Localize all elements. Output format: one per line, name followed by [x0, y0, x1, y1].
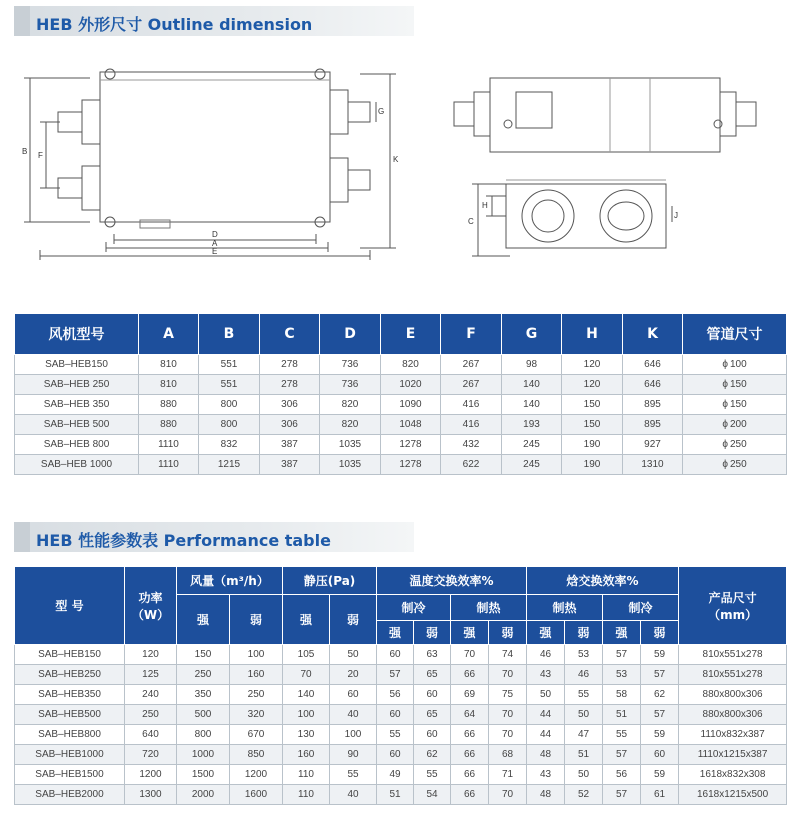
performance-table-cell: 59	[641, 645, 679, 665]
header-product-size	[679, 567, 787, 645]
performance-table-cell: 350	[177, 685, 230, 705]
dimension-table-cell: SAB–HEB 800	[15, 435, 139, 455]
performance-table-cell: 70	[489, 665, 527, 685]
performance-table-cell: 74	[489, 645, 527, 665]
performance-table-cell: SAB–HEB800	[15, 725, 125, 745]
header-g: G	[502, 314, 562, 355]
performance-table-cell: 110	[283, 785, 330, 805]
performance-table-cell: SAB–HEB250	[15, 665, 125, 685]
dimension-table-cell: 646	[623, 375, 683, 395]
dimension-table-cell	[683, 395, 787, 415]
header-model: 风机型号	[15, 314, 139, 355]
performance-table-cell: 105	[283, 645, 330, 665]
performance-table-cell: 57	[641, 665, 679, 685]
dimension-table-cell: 832	[199, 435, 260, 455]
dimension-table-cell: SAB–HEB 350	[15, 395, 139, 415]
performance-table-cell: 1200	[230, 765, 283, 785]
performance-table-cell: 51	[603, 705, 641, 725]
header-power-label: 功率	[138, 590, 163, 605]
header-enthalpy-efficiency: 焓交换效率%	[527, 567, 679, 595]
header-temp-cooling: 制冷	[377, 595, 451, 621]
performance-table-cell: 40	[330, 705, 377, 725]
performance-table-cell: 100	[330, 725, 377, 745]
dimension-table-cell: 1035	[320, 455, 381, 475]
performance-table-cell: SAB–HEB500	[15, 705, 125, 725]
dimension-table-row	[15, 395, 787, 415]
performance-table-cell: 66	[451, 725, 489, 745]
performance-table-cell: 43	[527, 665, 565, 685]
label-g: G	[378, 107, 385, 116]
performance-table-cell: 66	[451, 665, 489, 685]
header-d: D	[320, 314, 381, 355]
header-model: 型 号	[15, 567, 125, 645]
performance-table-row	[15, 665, 787, 685]
header-airflow-weak: 弱	[230, 595, 283, 645]
performance-table-cell: 720	[125, 745, 177, 765]
performance-table-cell: 640	[125, 725, 177, 745]
dimension-table-cell: 1310	[623, 455, 683, 475]
dimension-table-cell: 646	[623, 355, 683, 375]
performance-table-cell: 1200	[125, 765, 177, 785]
duct-size-value: 150	[729, 379, 747, 390]
performance-header	[14, 522, 414, 552]
performance-table-cell: 1300	[125, 785, 177, 805]
performance-table-cell: SAB–HEB350	[15, 685, 125, 705]
performance-table-cell: 68	[489, 745, 527, 765]
header-temp-efficiency: 温度交换效率%	[377, 567, 527, 595]
dimension-table-cell	[683, 375, 787, 395]
dimension-table-cell: 190	[562, 435, 623, 455]
performance-table-cell: 43	[527, 765, 565, 785]
duct-size-value: 100	[729, 359, 747, 370]
performance-table-cell: 55	[377, 725, 414, 745]
performance-title: HEB 性能参数表 Performance table	[36, 531, 331, 550]
performance-table-cell: 120	[125, 645, 177, 665]
header-h: H	[562, 314, 623, 355]
dimension-table-header	[15, 314, 787, 355]
performance-table-cell: 50	[565, 765, 603, 785]
dimension-table-cell: 98	[502, 355, 562, 375]
header-size-label: 产品尺寸	[708, 590, 757, 605]
performance-table-row	[15, 785, 787, 805]
performance-table-cell: 50	[330, 645, 377, 665]
performance-table-cell: 57	[377, 665, 414, 685]
performance-table-row	[15, 685, 787, 705]
dimension-table-cell: 278	[260, 355, 320, 375]
unit-body	[100, 72, 330, 222]
dimension-table-cell: 810	[139, 355, 199, 375]
header-size-unit: （mm）	[708, 607, 758, 622]
performance-table-cell: 59	[641, 765, 679, 785]
front-view-drawing	[20, 62, 410, 268]
header-enth-cooling: 制冷	[603, 595, 679, 621]
label-j: J	[674, 211, 678, 220]
performance-table-cell: 53	[565, 645, 603, 665]
performance-table-cell: 46	[565, 665, 603, 685]
dimension-table-cell: 416	[441, 415, 502, 435]
label-a: A	[212, 239, 218, 248]
dimension-table-cell: 190	[562, 455, 623, 475]
phi-symbol: ϕ	[722, 379, 728, 390]
performance-table-cell: 63	[414, 645, 451, 665]
performance-table-cell: 57	[603, 645, 641, 665]
header-power	[125, 567, 177, 645]
dimension-table-cell: 306	[260, 415, 320, 435]
phi-symbol: ϕ	[722, 459, 728, 470]
header-static-pressure: 静压(Pa)	[283, 567, 377, 595]
performance-table-cell: 54	[414, 785, 451, 805]
duct-size-value: 150	[729, 399, 747, 410]
dimension-table-cell: 140	[502, 395, 562, 415]
header-temp-heat-strong: 强	[451, 621, 489, 645]
performance-table-cell: 47	[565, 725, 603, 745]
performance-table-cell: 160	[230, 665, 283, 685]
header-enth-cool-strong: 强	[603, 621, 641, 645]
performance-table-row	[15, 745, 787, 765]
header-power-unit: （W）	[131, 607, 170, 622]
header-temp-heating: 制热	[451, 595, 527, 621]
performance-table-cell: 50	[527, 685, 565, 705]
dimension-table-cell: 432	[441, 435, 502, 455]
performance-table-cell: 1618x832x308	[679, 765, 787, 785]
performance-table-cell: 150	[177, 645, 230, 665]
performance-table-cell: 46	[527, 645, 565, 665]
header-duct-size: 管道尺寸	[683, 314, 787, 355]
dimension-table-cell: 306	[260, 395, 320, 415]
performance-table-cell: SAB–HEB1500	[15, 765, 125, 785]
performance-table-cell: 60	[414, 685, 451, 705]
performance-table-cell: 57	[603, 785, 641, 805]
duct-size-value: 200	[729, 419, 747, 430]
performance-table-cell: 44	[527, 705, 565, 725]
header-f: F	[441, 314, 502, 355]
header-enth-heat-weak: 弱	[565, 621, 603, 645]
header-temp-cool-strong: 强	[377, 621, 414, 645]
performance-table-cell: 160	[283, 745, 330, 765]
label-f: F	[38, 151, 43, 160]
dimension-table-cell: 1278	[381, 455, 441, 475]
performance-table-cell: 57	[603, 745, 641, 765]
performance-table-cell: 57	[641, 705, 679, 725]
performance-table-cell: 1110x1215x387	[679, 745, 787, 765]
dimension-table-cell: SAB–HEB 500	[15, 415, 139, 435]
header-pressure-strong: 强	[283, 595, 330, 645]
label-d: D	[212, 230, 218, 239]
header-airflow-strong: 强	[177, 595, 230, 645]
label-b: B	[22, 147, 28, 156]
dimension-table-cell: 880	[139, 395, 199, 415]
dimension-table-cell: 140	[502, 375, 562, 395]
performance-table-cell: 130	[283, 725, 330, 745]
performance-table-cell: 51	[565, 745, 603, 765]
dimension-table-cell: 193	[502, 415, 562, 435]
dimension-table-cell: 736	[320, 355, 381, 375]
performance-table-cell: 1600	[230, 785, 283, 805]
performance-table-cell: 2000	[177, 785, 230, 805]
performance-table-cell: 60	[377, 705, 414, 725]
performance-table-cell: 90	[330, 745, 377, 765]
duct-size-value: 250	[729, 439, 747, 450]
performance-table-cell: SAB–HEB150	[15, 645, 125, 665]
performance-table-cell: 71	[489, 765, 527, 785]
performance-table-cell: 60	[414, 725, 451, 745]
dimension-table-cell	[683, 455, 787, 475]
header-airflow: 风量（m³/h）	[177, 567, 283, 595]
dimension-table-cell: 736	[320, 375, 381, 395]
performance-table-cell: 61	[641, 785, 679, 805]
performance-table-cell: 55	[565, 685, 603, 705]
performance-table-cell: 48	[527, 745, 565, 765]
header-b: B	[199, 314, 260, 355]
performance-table-cell: 70	[489, 705, 527, 725]
dimension-table-cell: 1048	[381, 415, 441, 435]
performance-table-row	[15, 705, 787, 725]
performance-table-cell: 1618x1215x500	[679, 785, 787, 805]
dimension-table-cell: 416	[441, 395, 502, 415]
header-accent-bar	[14, 522, 30, 552]
dimension-table-cell: 800	[199, 395, 260, 415]
performance-table-cell: 58	[603, 685, 641, 705]
dimension-table-cell: SAB–HEB150	[15, 355, 139, 375]
performance-table-cell: 65	[414, 665, 451, 685]
label-h: H	[482, 201, 488, 210]
header-temp-heat-weak: 弱	[489, 621, 527, 645]
side-view-port-left	[522, 190, 574, 242]
performance-table-cell: 125	[125, 665, 177, 685]
performance-table-cell: 70	[489, 785, 527, 805]
performance-table-cell: 56	[603, 765, 641, 785]
performance-table-cell: 250	[230, 685, 283, 705]
performance-table-cell: SAB–HEB2000	[15, 785, 125, 805]
performance-table-cell: SAB–HEB1000	[15, 745, 125, 765]
performance-table-cell: 66	[451, 745, 489, 765]
performance-table-cell: 100	[283, 705, 330, 725]
header-pressure-weak: 弱	[330, 595, 377, 645]
dimension-table-cell: 387	[260, 435, 320, 455]
phi-symbol: ϕ	[722, 419, 728, 430]
dimension-table-cell: SAB–HEB 1000	[15, 455, 139, 475]
top-view-body	[490, 78, 720, 152]
performance-table-cell: 880x800x306	[679, 705, 787, 725]
performance-table-cell: 65	[414, 705, 451, 725]
dimension-table-cell: 880	[139, 415, 199, 435]
top-view-drawing	[450, 70, 780, 160]
phi-symbol: ϕ	[722, 399, 728, 410]
performance-table-cell: 75	[489, 685, 527, 705]
performance-table-cell: 1110x832x387	[679, 725, 787, 745]
performance-table-row	[15, 725, 787, 745]
performance-table-cell: 40	[330, 785, 377, 805]
duct-size-value: 250	[729, 459, 747, 470]
label-e: E	[212, 247, 218, 256]
performance-table-cell: 55	[330, 765, 377, 785]
performance-table-cell: 49	[377, 765, 414, 785]
dimension-table-cell: 1035	[320, 435, 381, 455]
outline-dimension-header	[14, 6, 414, 36]
header-enth-heating: 制热	[527, 595, 603, 621]
performance-table-cell: 100	[230, 645, 283, 665]
side-view-drawing	[466, 176, 696, 266]
performance-table-cell: 60	[377, 745, 414, 765]
performance-table-cell: 50	[565, 705, 603, 725]
dimension-table-cell: 1215	[199, 455, 260, 475]
performance-table-cell: 670	[230, 725, 283, 745]
header-enth-cool-weak: 弱	[641, 621, 679, 645]
dimension-table-row	[15, 435, 787, 455]
dimension-table-cell: 810	[139, 375, 199, 395]
header-enth-heat-strong: 强	[527, 621, 565, 645]
performance-table-cell: 66	[451, 765, 489, 785]
performance-table-cell: 60	[377, 645, 414, 665]
performance-table-cell: 20	[330, 665, 377, 685]
dimension-table-cell: 278	[260, 375, 320, 395]
dimension-table-cell: 1110	[139, 435, 199, 455]
dimension-table-cell: 1110	[139, 455, 199, 475]
dimension-table-cell: 895	[623, 415, 683, 435]
performance-table-cell: 51	[377, 785, 414, 805]
dimension-table-cell: 551	[199, 375, 260, 395]
header-a: A	[139, 314, 199, 355]
performance-table-cell: 70	[489, 725, 527, 745]
performance-table-cell: 55	[414, 765, 451, 785]
label-k: K	[393, 155, 399, 164]
dimension-table-cell: 150	[562, 415, 623, 435]
performance-table-cell: 140	[283, 685, 330, 705]
dimension-table	[14, 313, 787, 475]
dimension-table-cell: 820	[320, 415, 381, 435]
header-temp-cool-weak: 弱	[414, 621, 451, 645]
performance-table-cell: 62	[414, 745, 451, 765]
dimension-table-cell: 1278	[381, 435, 441, 455]
performance-table-cell: 110	[283, 765, 330, 785]
dimension-table-row	[15, 455, 787, 475]
dimension-table-cell: 551	[199, 355, 260, 375]
performance-table-cell: 240	[125, 685, 177, 705]
dimension-table-cell: 245	[502, 435, 562, 455]
performance-table-cell: 69	[451, 685, 489, 705]
dimension-table-cell	[683, 435, 787, 455]
performance-table-cell: 880x800x306	[679, 685, 787, 705]
performance-table-cell: 1000	[177, 745, 230, 765]
dimension-table-cell: 927	[623, 435, 683, 455]
dimension-table-cell: 267	[441, 375, 502, 395]
performance-table-cell: 810x551x278	[679, 645, 787, 665]
performance-table-cell: 60	[641, 745, 679, 765]
phi-symbol: ϕ	[722, 359, 728, 370]
dimension-table-cell: 895	[623, 395, 683, 415]
dimension-table-cell: 387	[260, 455, 320, 475]
dimension-table-cell: 820	[381, 355, 441, 375]
performance-table-cell: 66	[451, 785, 489, 805]
dimension-table-cell: 245	[502, 455, 562, 475]
outline-dimension-title: HEB 外形尺寸 Outline dimension	[36, 15, 313, 34]
phi-symbol: ϕ	[722, 439, 728, 450]
performance-table-cell: 56	[377, 685, 414, 705]
dimension-table-cell	[683, 355, 787, 375]
performance-table	[14, 566, 787, 805]
performance-table-cell: 250	[125, 705, 177, 725]
header-e: E	[381, 314, 441, 355]
dimension-table-cell: 120	[562, 375, 623, 395]
performance-table-cell: 800	[177, 725, 230, 745]
dimension-table-cell: 120	[562, 355, 623, 375]
dimension-table-cell: 820	[320, 395, 381, 415]
dimension-table-cell: 150	[562, 395, 623, 415]
performance-table-cell: 70	[283, 665, 330, 685]
performance-table-cell: 70	[451, 645, 489, 665]
performance-table-cell: 810x551x278	[679, 665, 787, 685]
dimension-table-cell: 267	[441, 355, 502, 375]
performance-table-row	[15, 765, 787, 785]
performance-table-cell: 60	[330, 685, 377, 705]
dimension-table-cell	[683, 415, 787, 435]
performance-table-cell: 500	[177, 705, 230, 725]
performance-table-cell: 52	[565, 785, 603, 805]
dimension-table-row	[15, 375, 787, 395]
performance-table-cell: 53	[603, 665, 641, 685]
dimension-table-cell: 800	[199, 415, 260, 435]
performance-table-cell: 1500	[177, 765, 230, 785]
header-accent-bar	[14, 6, 30, 36]
performance-table-cell: 44	[527, 725, 565, 745]
dimension-table-cell: 622	[441, 455, 502, 475]
dimension-table-cell: 1020	[381, 375, 441, 395]
performance-table-cell: 55	[603, 725, 641, 745]
performance-table-cell: 62	[641, 685, 679, 705]
performance-table-cell: 48	[527, 785, 565, 805]
performance-table-cell: 250	[177, 665, 230, 685]
performance-table-cell: 850	[230, 745, 283, 765]
header-c: C	[260, 314, 320, 355]
header-k: K	[623, 314, 683, 355]
dimension-table-cell: 1090	[381, 395, 441, 415]
performance-table-cell: 64	[451, 705, 489, 725]
dimension-table-row	[15, 355, 787, 375]
dimension-table-row	[15, 415, 787, 435]
side-view-body	[506, 184, 666, 248]
performance-table-cell: 320	[230, 705, 283, 725]
dimension-table-cell: SAB–HEB 250	[15, 375, 139, 395]
performance-table-row	[15, 645, 787, 665]
performance-table-cell: 59	[641, 725, 679, 745]
label-c: C	[468, 217, 474, 226]
